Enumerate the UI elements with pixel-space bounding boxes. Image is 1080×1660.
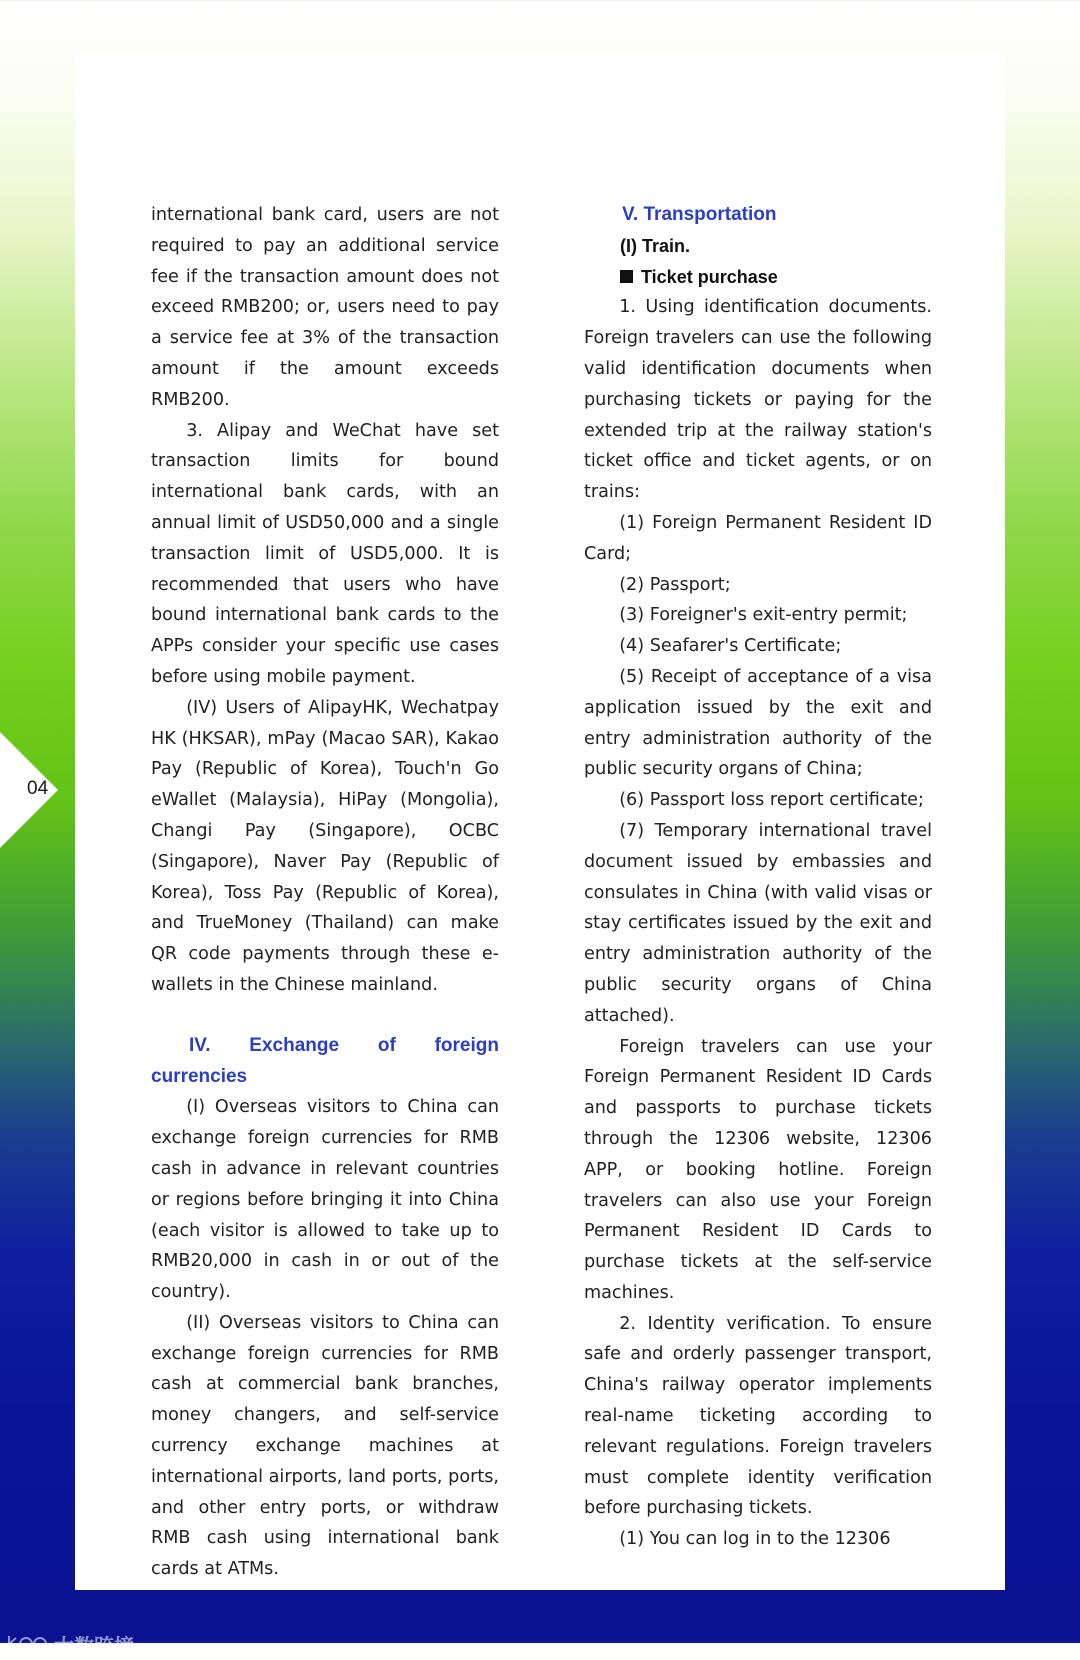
paragraph: international bank card, users are not required to pay an additional service fee if the transaction amount does not exceed RMB200; or, users need to pay a service fee at 3% of the transaction amount if the amount exceeds RMB200. — [151, 205, 499, 410]
list-item: (1) Foreign Permanent Resident ID Card; — [584, 512, 932, 564]
watermark-logo-icon — [6, 1632, 48, 1656]
section-heading: IV. Exchange of foreign currencies — [151, 1034, 499, 1087]
paragraph: (II) Overseas visitors to China can exchange foreign currencies for RMB cash at commercial bank branches, money changers, and self-service currency exchange machines at international airports, land ports, ports, and other entry ports, or withdraw RMB cash using international bank cards at ATMs. — [151, 1312, 499, 1580]
subsubsection-heading-text: Ticket purchase — [641, 266, 778, 287]
paragraph: (1) You can log in to the 12306 — [619, 1529, 891, 1550]
list-item: (5) Receipt of acceptance of a visa application issued by the exit and entry administration authority of the public security organs of China; — [584, 666, 932, 780]
list-item: (3) Foreigner's exit-entry permit; — [619, 605, 908, 626]
section-heading: V. Transportation — [622, 204, 777, 225]
paragraph: (IV) Users of AlipayHK, Wechatpay HK (HKSAR), mPay (Macao SAR), Kakao Pay (Republic of Korea), Touch'n Go eWallet (Malaysia), HiPay (Mongolia), Changi Pay (Singapore), OCBC (Singapore), Naver Pay (Republic of Korea), Toss Pay (Republic of Korea), and TrueMoney (Thailand) can make QR code payments through these e-wallets in the Chinese mainland. — [151, 697, 499, 995]
subsubsection-heading — [584, 262, 932, 293]
list-item: (4) Seafarer's Certificate; — [619, 636, 842, 657]
paragraph: 1. Using identification documents. Foreign travelers can use the following valid identification documents when purchasing tickets or paying for the extended trip at the railway station's ticket office and ticket agents, or on trains: — [584, 297, 932, 503]
list-item: (2) Passport; — [619, 574, 731, 595]
watermark-text: 大数跨境 — [54, 1633, 134, 1658]
spacer — [151, 1001, 499, 1031]
subsection-heading: (I) Train. — [620, 235, 691, 256]
right-column — [584, 200, 932, 1555]
list-item: (7) Temporary international travel document issued by embassies and consulates in China (with valid visas or stay certificates issued by the exit and entry administration authority of the public security organs of China attached). — [584, 820, 932, 1026]
watermark — [6, 1628, 156, 1660]
square-bullet-icon — [620, 270, 633, 283]
paragraph: Foreign travelers can use your Foreign Permanent Resident ID Cards and passports to purchase tickets through the 12306 website, 12306 APP, or booking hotline. Foreign travelers can also use your Foreign Permanent Resident ID Cards to purchase tickets at the self-service machines. — [584, 1036, 932, 1303]
paragraph: 3. Alipay and WeChat have set transaction limits for bound international bank cards, with an annual limit of USD50,000 and a single transaction limit of USD5,000. It is recommended that users who have bound international bank cards to the APPs consider your specific use cases before using mobile payment. — [151, 420, 499, 687]
page-number: 04 — [27, 778, 49, 799]
paragraph: 2. Identity verification. To ensure safe and orderly passenger transport, China's railway operator implements real-name ticketing according to relevant regulations. Foreign travelers must complete identity verification before purchasing tickets. — [584, 1313, 932, 1519]
list-item: (6) Passport loss report certificate; — [619, 790, 924, 811]
left-column — [151, 200, 499, 1585]
paragraph: (I) Overseas visitors to China can exchange foreign currencies for RMB cash in advance in relevant countries or regions before bringing it into China (each visitor is allowed to take up to RMB20,000 in cash in or out of the country). — [151, 1097, 499, 1303]
